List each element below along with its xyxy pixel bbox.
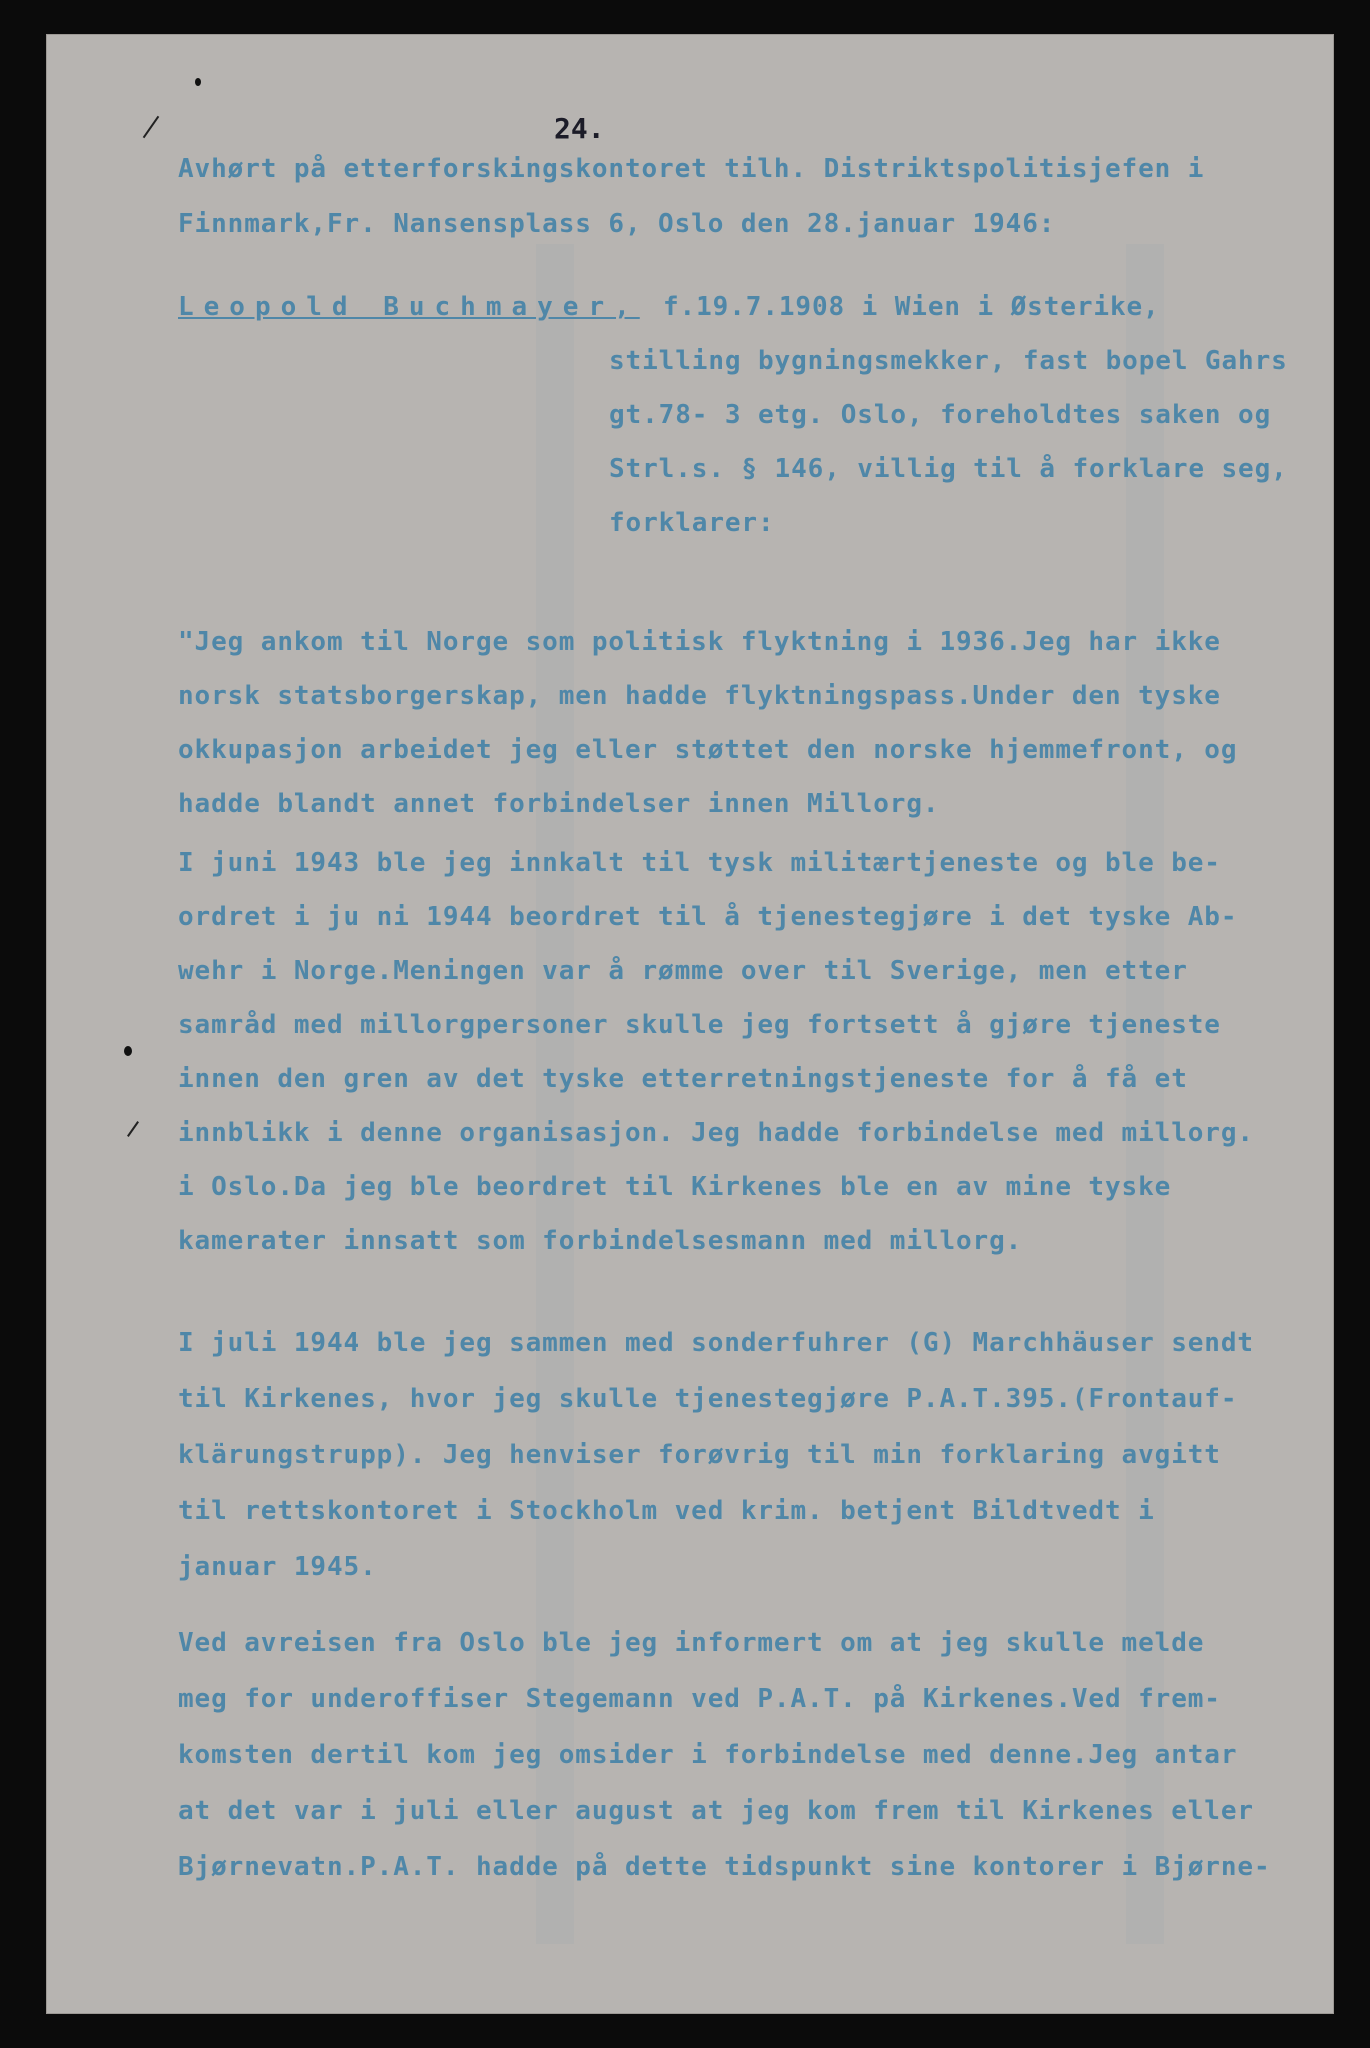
text-line: at det var i juli eller august at jeg kom frem til Kirkenes eller — [178, 1796, 1254, 1826]
page-number: 24. — [554, 112, 605, 145]
text-line: I juli 1944 ble jeg sammen med sonderfuhrer (G) Marchhäuser sendt — [178, 1328, 1254, 1358]
subject-detail: forklarer: — [609, 508, 775, 538]
text-line: samråd med millorgpersoner skulle jeg fortsett å gjøre tjeneste — [178, 1010, 1221, 1040]
text-line: i Oslo.Da jeg ble beordret til Kirkenes ble en av mine tyske — [178, 1172, 1172, 1202]
header-line: Finnmark,Fr. Nansensplass 6, Oslo den 28.januar 1946: — [178, 209, 1056, 239]
document-text — [46, 34, 1334, 2014]
text-line: Ved avreisen fra Oslo ble jeg informert om at jeg skulle melde — [178, 1628, 1205, 1658]
header-line: Avhørt på etterforskingskontoret tilh. Distriktspolitisjefen i — [178, 154, 1205, 184]
text-line: komsten dertil kom jeg omsider i forbindelse med denne.Jeg antar — [178, 1740, 1238, 1770]
subject-detail: gt.78- 3 etg. Oslo, foreholdtes saken og — [609, 400, 1272, 430]
text-line: meg for underoffiser Stegemann ved P.A.T. på Kirkenes.Ved frem- — [178, 1684, 1221, 1714]
text-line: Bjørnevatn.P.A.T. hadde på dette tidspunkt sine kontorer i Bjørne- — [178, 1852, 1271, 1882]
text-line: ordret i ju ni 1944 beordret til å tjenestegjøre i det tyske Ab- — [178, 902, 1238, 932]
subject-detail: Strl.s. § 146, villig til å forklare seg, — [609, 454, 1288, 484]
text-line: kamerater innsatt som forbindelsesmann med millorg. — [178, 1226, 1023, 1256]
text-line: wehr i Norge.Meningen var å rømme over til Sverige, men etter — [178, 956, 1188, 986]
subject-name: Leopold Buchmayer, — [178, 292, 640, 322]
punch-mark — [124, 1046, 132, 1056]
text-line: januar 1945. — [178, 1552, 377, 1582]
text-line: til rettskontoret i Stockholm ved krim. betjent Bildtvedt i — [178, 1496, 1155, 1526]
subject-detail: f.19.7.1908 i Wien i Østerike, — [663, 292, 1160, 322]
text-line: til Kirkenes, hvor jeg skulle tjenestegjøre P.A.T.395.(Frontauf- — [178, 1384, 1238, 1414]
text-line: klärungstrupp). Jeg henviser forøvrig til min forklaring avgitt — [178, 1440, 1221, 1470]
ink-dot — [195, 78, 201, 86]
subject-detail: stilling bygningsmekker, fast bopel Gahrs — [609, 346, 1288, 376]
text-line: "Jeg ankom til Norge som politisk flyktning i 1936.Jeg har ikke — [178, 627, 1221, 657]
text-line: innen den gren av det tyske etterretningstjeneste for å få et — [178, 1064, 1188, 1094]
text-line: innblikk i denne organisasjon. Jeg hadde forbindelse med millorg. — [178, 1118, 1254, 1148]
text-line: I juni 1943 ble jeg innkalt til tysk militærtjeneste og ble be- — [178, 848, 1221, 878]
text-line: okkupasjon arbeidet jeg eller støttet den norske hjemmefront, og — [178, 735, 1238, 765]
text-line: norsk statsborgerskap, men hadde flyktningspass.Under den tyske — [178, 681, 1221, 711]
document-page — [46, 34, 1334, 2014]
text-line: hadde blandt annet forbindelser innen Millorg. — [178, 789, 940, 819]
